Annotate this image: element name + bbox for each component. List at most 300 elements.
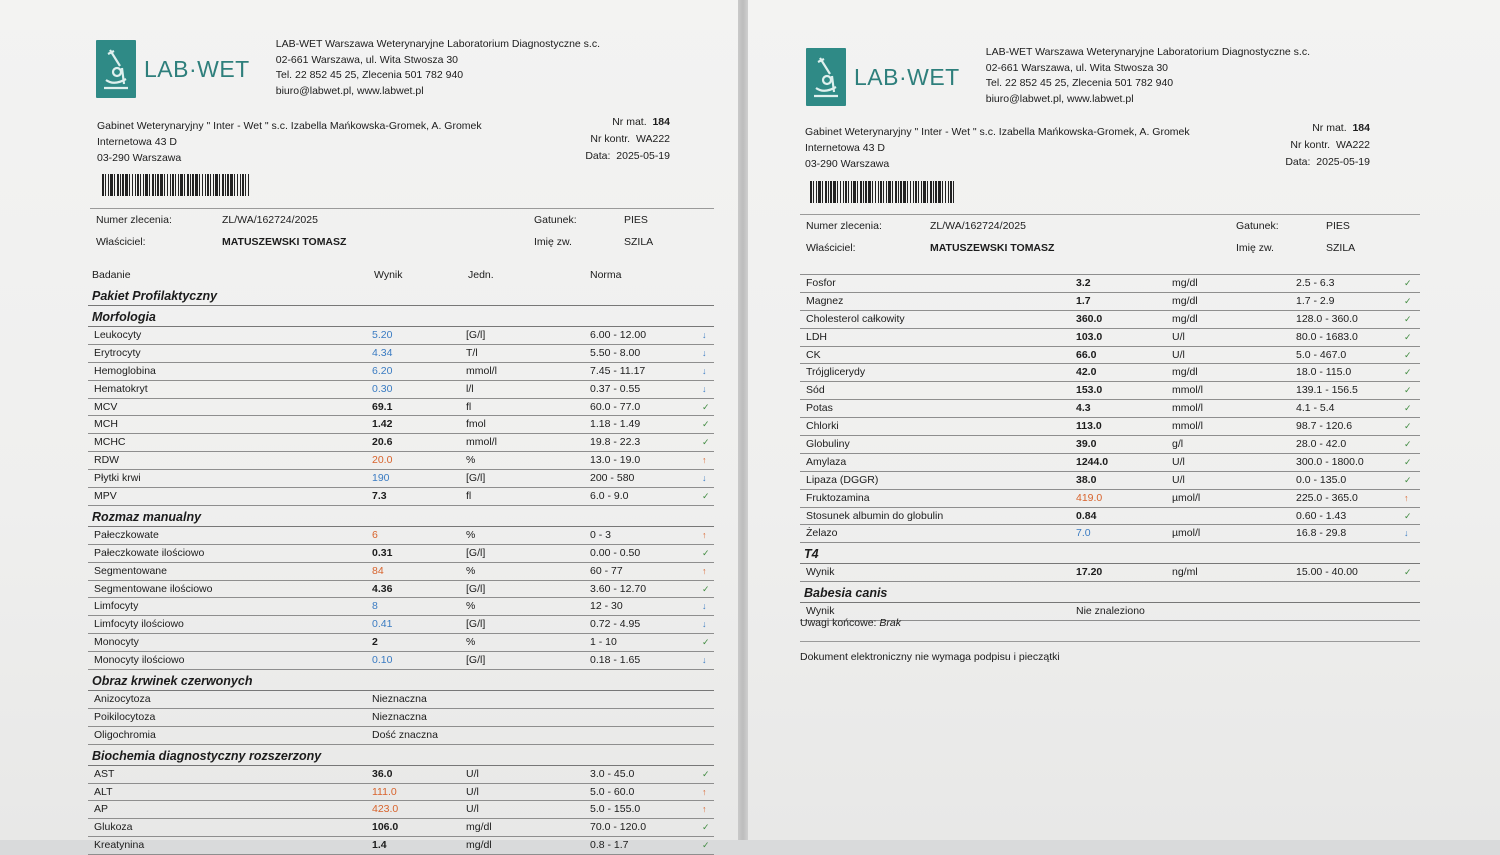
- result-unit: [G/l]: [466, 329, 486, 341]
- arrow-up-icon: ↑: [702, 455, 707, 466]
- result-value: 8: [372, 600, 378, 613]
- test-name: Erytrocyty: [94, 346, 141, 359]
- result-unit: mg/dl: [466, 821, 492, 834]
- section-title: [88, 285, 714, 306]
- reference-range: 12 - 30: [590, 600, 623, 613]
- reference-range: 1.18 - 1.49: [590, 418, 641, 431]
- test-name: Stosunek albumin do globulin: [806, 509, 944, 522]
- test-name: Amylaza: [806, 455, 847, 468]
- table-row: [88, 345, 714, 363]
- table-row: [800, 490, 1420, 508]
- check-icon: ✓: [1404, 385, 1412, 396]
- sample-meta: Nr mat. 184 Nr kontr. WA222 Data: 2025-05-19: [1285, 122, 1370, 168]
- arrow-up-icon: ↑: [702, 529, 707, 540]
- result-value: 17.20: [1076, 566, 1103, 579]
- table-row: [88, 634, 714, 652]
- test-name: MCHC: [94, 436, 126, 449]
- test-name: Segmentowane: [94, 564, 167, 577]
- reference-range: 13.0 - 19.0: [590, 454, 641, 467]
- test-name: Leukocyty: [94, 329, 142, 341]
- result-unit: mmol/l: [1172, 402, 1203, 415]
- result-unit: fl: [466, 400, 472, 413]
- logo-text: LAB·WET: [854, 63, 960, 90]
- check-icon: ✓: [1404, 367, 1412, 378]
- section-label: Rozmaz manualny: [92, 509, 202, 524]
- lab-name: LAB-WET Warszawa Weterynaryjne Laboratorium Diagnostyczne s.c.: [275, 38, 600, 50]
- reference-range: 28.0 - 42.0: [1296, 438, 1347, 451]
- section-label: Obraz krwinek czerwonych: [92, 674, 253, 689]
- lab-web: biuro@labwet.pl, www.labwet.pl: [985, 92, 1134, 105]
- arrow-down-icon: ↓: [702, 601, 707, 612]
- table-row: [88, 709, 714, 727]
- clinic-street: Internetowa 43 D: [805, 142, 885, 154]
- test-name: Chlorki: [806, 420, 839, 433]
- result-value: 66.0: [1076, 348, 1097, 361]
- reference-range: 5.0 - 60.0: [590, 785, 635, 798]
- table-row: [88, 363, 714, 381]
- reference-range: 7.45 - 11.17: [590, 364, 646, 377]
- reference-range: 300.0 - 1800.0: [1296, 455, 1364, 468]
- order-number: ZL/WA/162724/2025: [222, 214, 318, 226]
- result-unit: %: [466, 454, 476, 467]
- table-row: [88, 727, 714, 745]
- table-row: [88, 766, 714, 784]
- result-unit: l/l: [466, 382, 474, 395]
- table-row: [800, 400, 1420, 418]
- clinic-name: Gabinet Weterynaryjny " Inter - Wet " s.c. Izabella Mańkowska-Gromek, A. Gromek: [805, 126, 1190, 138]
- reference-range: 1 - 10: [590, 636, 617, 649]
- remarks-value: Brak: [879, 617, 901, 629]
- result-value: 1.4: [372, 839, 387, 852]
- table-row: [88, 399, 714, 417]
- test-name: Limfocyty: [94, 600, 139, 613]
- lab-contact: [276, 37, 600, 99]
- result-value: 419.0: [1076, 491, 1103, 504]
- clinic-info: [97, 118, 482, 166]
- arrow-down-icon: ↓: [702, 655, 707, 666]
- result-unit: U/l: [1172, 348, 1185, 361]
- test-name: Hemoglobina: [94, 364, 156, 377]
- reference-range: 98.7 - 120.6: [1296, 420, 1353, 433]
- arrow-down-icon: ↓: [702, 473, 707, 484]
- check-icon: ✓: [1404, 567, 1412, 578]
- test-name: Cholesterol całkowity: [806, 312, 905, 325]
- result-value: 84: [372, 564, 384, 577]
- result-value: 20.0: [372, 454, 393, 467]
- reference-range: 0.8 - 1.7: [590, 839, 629, 852]
- section-title: [88, 506, 714, 527]
- lab-phone: Tel. 22 852 45 25, Zlecenia 501 782 940: [275, 69, 464, 81]
- order-info: Numer zlecenia: ZL/WA/162724/2025 Gatunek: PIES Właściciel: MATUSZEWSKI TOMASZ Imię zw. SZILA: [90, 208, 714, 253]
- divider: [800, 641, 1420, 642]
- lab-address: 02-661 Warszawa, ul. Wita Stwosza 30: [275, 53, 459, 66]
- table-row: [88, 652, 714, 670]
- reference-range: 60.0 - 77.0: [590, 400, 641, 413]
- result-unit: ng/ml: [1172, 566, 1198, 579]
- result-unit: %: [466, 600, 476, 613]
- result-unit: [G/l]: [466, 546, 486, 559]
- logo-text: LAB·WET: [144, 55, 250, 82]
- result-unit: %: [466, 636, 476, 649]
- species: PIES: [624, 214, 648, 226]
- reference-range: 5.50 - 8.00: [590, 346, 641, 359]
- result-value: 0.10: [372, 654, 393, 667]
- col-wynik: Wynik: [374, 269, 403, 281]
- arrow-up-icon: ↑: [702, 804, 707, 815]
- barcode: [810, 181, 954, 203]
- table-row: [800, 472, 1420, 490]
- result-value: 36.0: [372, 767, 393, 780]
- nr-mat: 184: [652, 116, 670, 128]
- test-name: Pałeczkowate: [94, 528, 159, 541]
- test-name: Limfocyty ilościowo: [94, 618, 184, 631]
- test-name: Monocyty ilościowo: [94, 654, 185, 667]
- result-unit: U/l: [466, 767, 479, 780]
- result-value: 4.34: [372, 346, 393, 359]
- result-unit: fmol: [466, 418, 486, 431]
- result-value: 5.20: [372, 329, 393, 341]
- reference-range: 60 - 77: [590, 564, 623, 577]
- check-icon: ✓: [1404, 510, 1412, 521]
- result-value: 0.30: [372, 382, 393, 395]
- animal-name: SZILA: [624, 236, 654, 248]
- test-name: ALT: [94, 785, 113, 798]
- lab-header: [806, 48, 1310, 107]
- species: PIES: [1326, 220, 1350, 232]
- test-name: AST: [94, 767, 115, 780]
- table-row: [88, 616, 714, 634]
- test-name: Oligochromia: [94, 728, 156, 741]
- reference-range: 225.0 - 365.0: [1296, 491, 1358, 504]
- reference-range: 80.0 - 1683.0: [1296, 330, 1358, 343]
- result-unit: %: [466, 564, 476, 577]
- reference-range: 16.8 - 29.8: [1296, 527, 1347, 540]
- table-row: [88, 819, 714, 837]
- footer-note: Dokument elektroniczny nie wymaga podpisu i pieczątki: [800, 651, 1060, 663]
- reference-range: 70.0 - 120.0: [590, 821, 647, 834]
- result-unit: mg/dl: [1172, 294, 1198, 307]
- table-row: [800, 293, 1420, 311]
- result-value: Nieznaczna: [372, 693, 427, 706]
- lab-logo: [96, 40, 250, 98]
- reference-range: 3.60 - 12.70: [590, 582, 647, 595]
- report-page-left: [0, 0, 738, 852]
- table-row: [800, 329, 1420, 347]
- section-title: [88, 670, 714, 691]
- table-row: [88, 488, 714, 506]
- result-value: 0.84: [1076, 509, 1097, 522]
- result-unit: %: [466, 528, 476, 541]
- section-label: Pakiet Profilaktyczny: [92, 289, 218, 303]
- result-value: 190: [372, 472, 390, 485]
- arrow-down-icon: ↓: [702, 330, 707, 340]
- result-unit: [G/l]: [466, 618, 486, 631]
- check-icon: ✓: [702, 401, 710, 412]
- sample-meta: Nr mat. 184 Nr kontr. WA222 Data: 2025-05-19: [585, 116, 670, 162]
- result-value: 113.0: [1076, 420, 1102, 433]
- reference-range: 139.1 - 156.5: [1296, 384, 1358, 397]
- table-row: [88, 470, 714, 488]
- check-icon: ✓: [702, 583, 710, 594]
- table-row: [88, 784, 714, 802]
- result-unit: [G/l]: [466, 654, 486, 667]
- arrow-down-icon: ↓: [1404, 528, 1409, 539]
- result-unit: U/l: [1172, 330, 1185, 343]
- result-value: 423.0: [372, 803, 399, 816]
- test-name: Wynik: [806, 566, 835, 579]
- reference-range: 0.60 - 1.43: [1296, 509, 1347, 522]
- reference-range: 200 - 580: [590, 472, 635, 485]
- check-icon: ✓: [1404, 456, 1412, 467]
- table-header: [88, 265, 714, 285]
- check-icon: ✓: [1404, 313, 1412, 324]
- table-row: [88, 837, 714, 855]
- test-name: Pałeczkowate ilościowo: [94, 546, 205, 559]
- reference-range: 6.00 - 12.00: [590, 329, 647, 341]
- test-name: Globuliny: [806, 438, 850, 451]
- order-number: ZL/WA/162724/2025: [930, 220, 1026, 232]
- result-unit: mmol/l: [1172, 420, 1203, 433]
- test-name: MCH: [94, 418, 118, 431]
- test-name: Fosfor: [806, 277, 836, 289]
- section-title: [800, 543, 1420, 564]
- result-value: 360.0: [1076, 312, 1103, 325]
- animal-name: SZILA: [1326, 242, 1356, 254]
- lab-web: biuro@labwet.pl, www.labwet.pl: [275, 84, 424, 97]
- clinic-street: Internetowa 43 D: [97, 136, 177, 148]
- test-name: Monocyty: [94, 636, 139, 649]
- reference-range: 1.7 - 2.9: [1296, 294, 1335, 307]
- result-value: 111.0: [372, 785, 397, 798]
- reference-range: 128.0 - 360.0: [1296, 312, 1358, 325]
- barcode: [102, 174, 250, 196]
- reference-range: 3.0 - 45.0: [590, 767, 635, 780]
- results-rows: [88, 285, 714, 855]
- table-row: [88, 527, 714, 545]
- table-row: [88, 801, 714, 819]
- table-row: [88, 598, 714, 616]
- table-row: [800, 382, 1420, 400]
- result-value: Dość znaczna: [372, 728, 438, 741]
- lab-contact: [986, 45, 1310, 107]
- col-badanie: Badanie: [92, 269, 131, 281]
- section-label: Babesia canis: [804, 586, 888, 601]
- result-value: 0.41: [372, 618, 393, 631]
- report-date: 2025-05-19: [616, 150, 670, 162]
- test-name: Magnez: [806, 294, 844, 307]
- final-remarks: [800, 617, 901, 629]
- report-date: 2025-05-19: [1316, 156, 1370, 168]
- result-unit: U/l: [1172, 473, 1185, 486]
- check-icon: ✓: [1404, 421, 1412, 432]
- test-name: MCV: [94, 400, 118, 413]
- result-value: 1.7: [1076, 294, 1091, 307]
- arrow-down-icon: ↓: [702, 365, 707, 376]
- result-unit: mmol/l: [1172, 384, 1203, 397]
- lab-address: 02-661 Warszawa, ul. Wita Stwosza 30: [985, 61, 1169, 74]
- check-icon: ✓: [702, 822, 710, 833]
- test-name: MPV: [94, 490, 117, 503]
- result-value: 106.0: [372, 821, 399, 834]
- lab-name: LAB-WET Warszawa Weterynaryjne Laboratorium Diagnostyczne s.c.: [985, 46, 1310, 58]
- nr-kontr: WA222: [635, 133, 670, 145]
- nr-mat: 184: [1352, 122, 1370, 134]
- result-value: 1244.0: [1076, 455, 1109, 468]
- result-unit: g/l: [1172, 438, 1184, 451]
- results-table-left: [88, 265, 714, 855]
- reference-range: 19.8 - 22.3: [590, 436, 641, 449]
- check-icon: ✓: [702, 419, 710, 430]
- table-row: [800, 436, 1420, 454]
- remarks-label: Uwagi końcowe:: [800, 617, 877, 629]
- result-value: 6: [372, 528, 378, 541]
- result-unit: mmol/l: [466, 364, 497, 377]
- check-icon: ✓: [1404, 403, 1412, 414]
- result-unit: [G/l]: [466, 472, 486, 485]
- table-row: [88, 381, 714, 399]
- order-info: Numer zlecenia: ZL/WA/162724/2025 Gatunek: PIES Właściciel: MATUSZEWSKI TOMASZ Imię zw. SZILA: [800, 214, 1420, 259]
- result-value: 4.3: [1076, 402, 1091, 415]
- report-page-right: [748, 0, 1500, 840]
- reference-range: 0.37 - 0.55: [590, 382, 641, 395]
- table-row: [800, 311, 1420, 329]
- table-row: [800, 454, 1420, 472]
- reference-range: 15.00 - 40.00: [1296, 566, 1358, 579]
- section-label: Morfologia: [92, 310, 156, 324]
- arrow-down-icon: ↓: [702, 383, 707, 394]
- table-row: [800, 564, 1420, 582]
- result-value: 103.0: [1076, 330, 1103, 343]
- table-row: [88, 545, 714, 563]
- check-icon: ✓: [1404, 474, 1412, 485]
- reference-range: 18.0 - 115.0: [1296, 366, 1352, 379]
- lab-logo: [806, 48, 960, 106]
- test-name: Sód: [806, 384, 825, 397]
- result-value: 7.3: [372, 490, 387, 503]
- reference-range: 0.72 - 4.95: [590, 618, 641, 631]
- table-row: [88, 416, 714, 434]
- reference-range: 0.0 - 135.0: [1296, 473, 1347, 486]
- result-unit: U/l: [466, 803, 479, 816]
- test-name: Poikilocytoza: [94, 710, 156, 723]
- nr-kontr: WA222: [1335, 139, 1370, 151]
- test-name: Lipaza (DGGR): [806, 473, 879, 486]
- result-value: 3.2: [1076, 277, 1091, 289]
- section-title: [88, 306, 714, 327]
- test-name: Anizocytoza: [94, 693, 151, 706]
- check-icon: ✓: [702, 437, 710, 448]
- table-row: [800, 347, 1420, 365]
- table-row: [800, 418, 1420, 436]
- check-icon: ✓: [1404, 349, 1412, 360]
- check-icon: ✓: [1404, 295, 1412, 306]
- table-row: [800, 508, 1420, 526]
- clinic-city: 03-290 Warszawa: [97, 152, 182, 164]
- check-icon: ✓: [1404, 278, 1412, 288]
- result-value: 39.0: [1076, 438, 1097, 451]
- test-name: Trójglicerydy: [806, 366, 866, 379]
- check-icon: ✓: [702, 637, 710, 648]
- microscope-icon: [96, 40, 136, 98]
- table-row: [800, 364, 1420, 382]
- section-title: [800, 582, 1420, 603]
- test-name: RDW: [94, 454, 120, 467]
- col-jedn: Jedn.: [468, 269, 494, 281]
- lab-header: [96, 40, 600, 99]
- test-name: Segmentowane ilościowo: [94, 582, 213, 595]
- test-name: Glukoza: [94, 821, 133, 834]
- result-unit: fl: [466, 490, 472, 503]
- results-table-right: [800, 274, 1420, 621]
- test-name: Potas: [806, 402, 833, 415]
- result-value: 7.0: [1076, 527, 1091, 540]
- result-value: 1.42: [372, 418, 393, 431]
- check-icon: ✓: [702, 840, 710, 851]
- table-row: [88, 327, 714, 345]
- clinic-name: Gabinet Weterynaryjny " Inter - Wet " s.c. Izabella Mańkowska-Gromek, A. Gromek: [97, 120, 482, 132]
- clinic-city: 03-290 Warszawa: [805, 158, 890, 170]
- result-unit: U/l: [1172, 455, 1185, 468]
- arrow-up-icon: ↑: [702, 565, 707, 576]
- test-name: Żelazo: [806, 527, 838, 540]
- arrow-up-icon: ↑: [702, 786, 707, 797]
- section-label: Biochemia diagnostyczny rozszerzony: [92, 748, 322, 763]
- result-unit: µmol/l: [1172, 527, 1201, 540]
- microscope-icon: [806, 48, 846, 106]
- lab-phone: Tel. 22 852 45 25, Zlecenia 501 782 940: [985, 77, 1174, 89]
- table-row: [88, 581, 714, 599]
- owner-name: MATUSZEWSKI TOMASZ: [222, 236, 347, 248]
- table-row: [800, 525, 1420, 543]
- result-value: 69.1: [372, 400, 393, 413]
- reference-range: 6.0 - 9.0: [590, 490, 629, 503]
- arrow-down-icon: ↓: [702, 619, 707, 630]
- reference-range: 4.1 - 5.4: [1296, 402, 1335, 415]
- result-unit: µmol/l: [1172, 491, 1201, 504]
- table-row: [88, 691, 714, 709]
- result-value: Nie znaleziono: [1076, 605, 1145, 618]
- result-value: 4.36: [372, 582, 393, 595]
- result-value: 38.0: [1076, 473, 1097, 486]
- col-norma: Norma: [590, 269, 622, 281]
- test-name: Wynik: [806, 605, 835, 618]
- test-name: Płytki krwi: [94, 472, 141, 485]
- result-value: 153.0: [1076, 384, 1103, 397]
- check-icon: ✓: [702, 491, 710, 502]
- reference-range: 5.0 - 155.0: [590, 803, 641, 816]
- result-value: 6.20: [372, 364, 393, 377]
- table-row: [88, 563, 714, 581]
- owner-name: MATUSZEWSKI TOMASZ: [930, 242, 1055, 254]
- result-value: 0.31: [372, 546, 393, 559]
- test-name: CK: [806, 348, 821, 361]
- result-unit: U/l: [466, 785, 479, 798]
- result-unit: [G/l]: [466, 582, 486, 595]
- arrow-down-icon: ↓: [702, 347, 707, 358]
- reference-range: 2.5 - 6.3: [1296, 277, 1335, 289]
- reference-range: 0.00 - 0.50: [590, 546, 641, 559]
- result-unit: mg/dl: [1172, 277, 1198, 289]
- result-value: Nieznaczna: [372, 710, 427, 723]
- arrow-up-icon: ↑: [1404, 492, 1409, 503]
- reference-range: 0.18 - 1.65: [590, 654, 641, 667]
- test-name: Hematokryt: [94, 382, 148, 395]
- result-unit: mg/dl: [1172, 366, 1198, 379]
- check-icon: ✓: [1404, 331, 1412, 342]
- result-unit: mmol/l: [466, 436, 497, 449]
- test-name: Kreatynina: [94, 839, 145, 852]
- test-name: Fruktozamina: [806, 491, 870, 504]
